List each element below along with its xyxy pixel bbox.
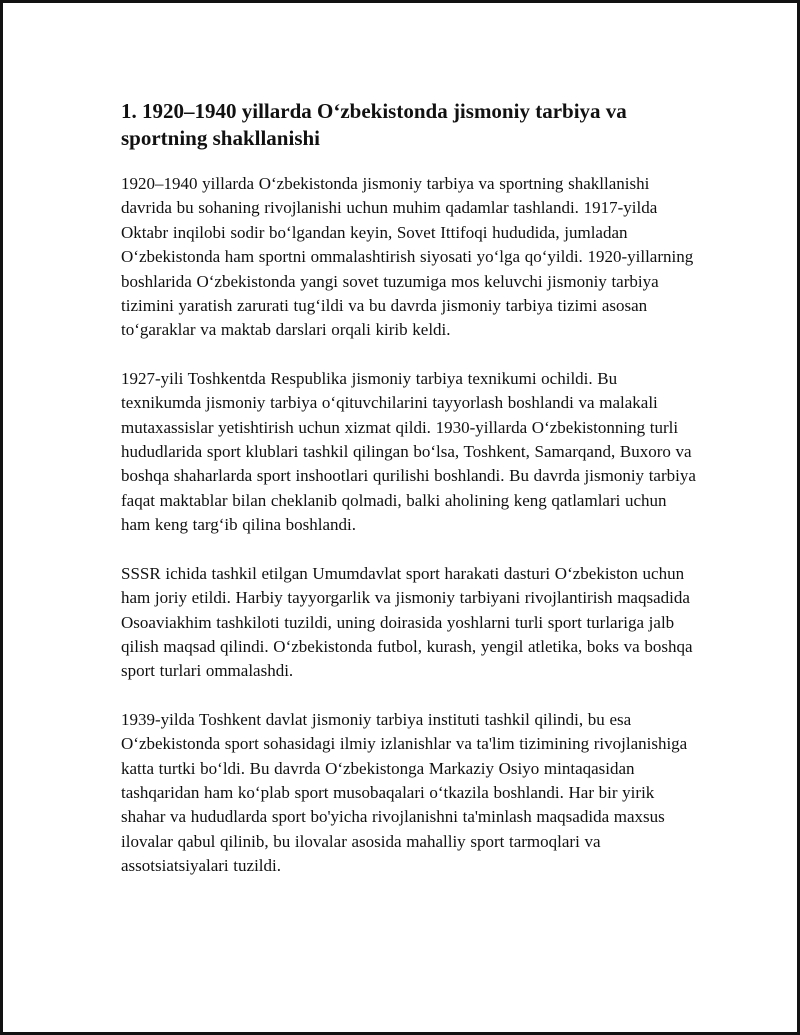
paragraph-2: 1927-yili Toshkentda Respublika jismoniy tarbiya texnikumi ochildi. Bu texnikumda jismoniy tarbiya o‘qituvchilarini tayyorlash boshlandi va malakali mutaxassislar yetishtirish uchun xizmat qildi. 1930-yillarda O‘zbekistonning turli hududlarida sport klublari tashkil qilingan bo‘lsa, Toshkent, Samarqand, Buxoro va boshqa shaharlarda sport inshootlari qurilishi boshlandi. Bu davrda jismoniy tarbiya faqat maktablar bilan cheklanib qolmadi, balki aholining keng qatlamlari uchun ham keng targ‘ib qilina boshlandi. <box>121 368 696 535</box>
paragraph-1: 1920–1940 yillarda O‘zbekistonda jismoniy tarbiya va sportning shakllanishi davrida bu sohaning rivojlanishi uchun muhim qadamlar tashlandi. 1917-yilda Oktabr inqilobi sodir bo‘lgandan keyin, Sovet Ittifoqi hududida, jumladan O‘zbekistonda ham sportni ommalashtirish siyosati yo‘lga qo‘yildi. 1920-yillarning boshlarida O‘zbekistonda yangi sovet tuzumiga mos keluvchi jismoniy tarbiya tizimini yaratish zarurati tug‘ildi va bu davrda jismoniy tarbiya tizimi asosan to‘garaklar va maktab darslari orqali kirib keldi. <box>121 174 694 340</box>
section-heading: 1. 1920–1940 yillarda O‘zbekistonda jismoniy tarbiya va sportning shakllanishi <box>121 99 627 150</box>
paragraph-4: 1939-yilda Toshkent davlat jismoniy tarbiya instituti tashkil qilindi, bu esa O‘zbekistonda sport sohasidagi ilmiy izlanishlar va ta'lim tizimining rivojlanishiga katta turtki bo‘ldi. Bu davrda O‘zbekistonga Markaziy Osiyo mintaqasidan tashqaridan ham ko‘plab sport musobaqalari o‘tkazila boshlandi. Har bir yirik shahar va hududlarda sport bo'yicha rivojlanishni ta'minlash maqsadida maxsus ilovalar qabul qilinib, bu ilovalar asosida mahalliy sport tarmoqlari va assotsiatsiyalari tuzildi. <box>121 709 688 876</box>
document-body <box>121 98 696 903</box>
paragraph-3: SSSR ichida tashkil etilgan Umumdavlat sport harakati dasturi O‘zbekiston uchun ham joriy etildi. Harbiy tayyorgarlik va jismoniy tarbiyani rivojlantirish maqsadida Osoaviakhim tashkiloti tuzildi, uning doirasida yoshlarni turli sport turlariga jalb qilish maqsad qilindi. O‘zbekistonda futbol, kurash, yengil atletika, boks va boshqa sport turlari ommalashdi. <box>121 563 693 681</box>
